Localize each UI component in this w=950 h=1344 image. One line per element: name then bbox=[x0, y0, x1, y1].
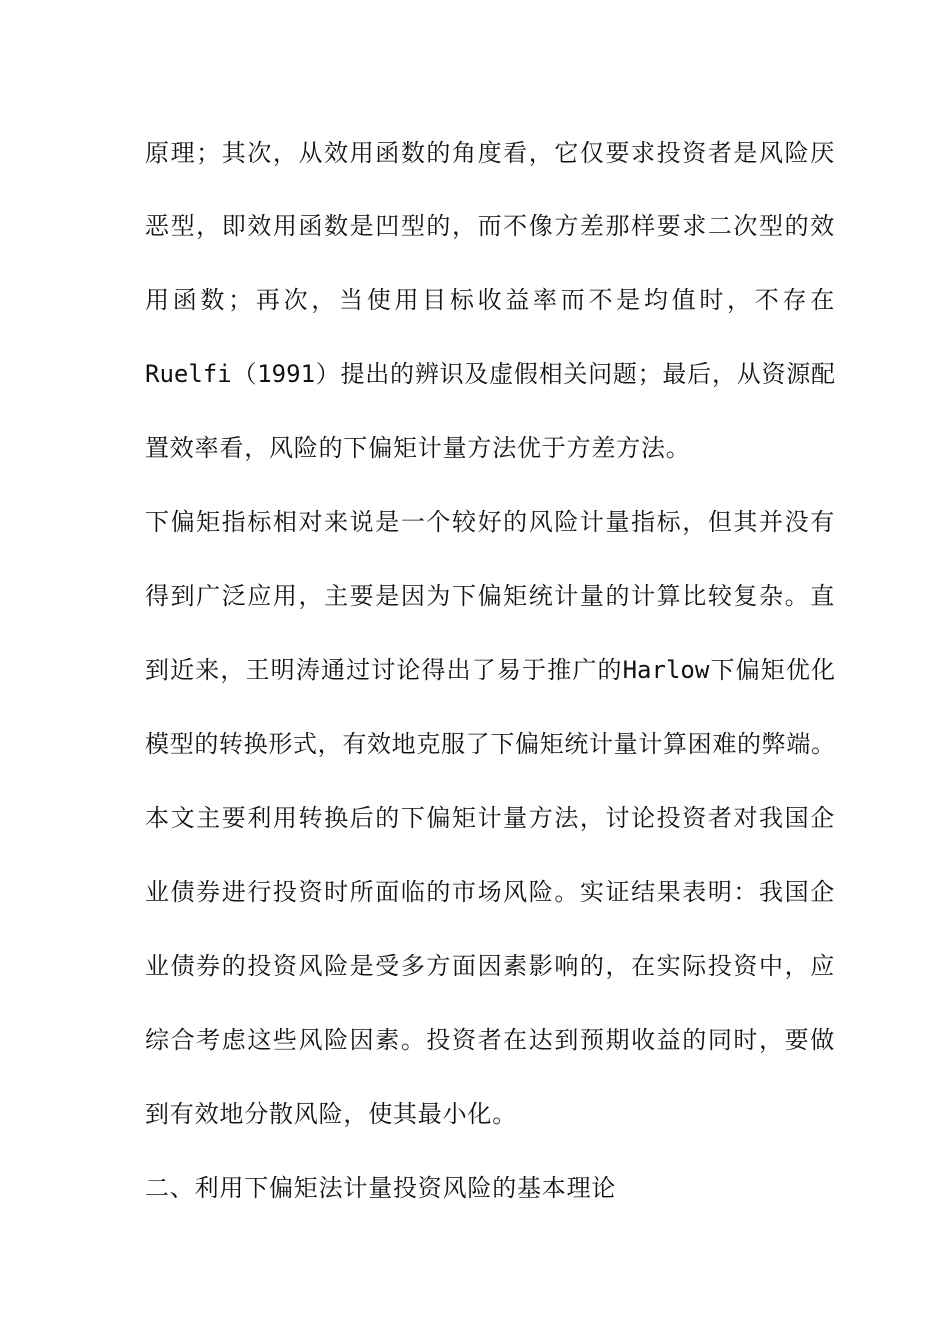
text-line: 业债券进行投资时所面临的市场风险。实证结果表明：我国企 bbox=[145, 878, 835, 906]
text-line: 到近来，王明涛通过讨论得出了易于推广的Harlow下偏矩优化 bbox=[145, 656, 835, 684]
text-line: 原理；其次，从效用函数的角度看，它仅要求投资者是风险厌 bbox=[145, 139, 835, 167]
text-line: 用函数；再次，当使用目标收益率而不是均值时，不存在 bbox=[145, 286, 835, 314]
text-line: 置效率看，风险的下偏矩计量方法优于方差方法。 bbox=[145, 434, 691, 462]
text-line: 到有效地分散风险，使其最小化。 bbox=[145, 1100, 517, 1128]
text-line: 综合考虑这些风险因素。投资者在达到预期收益的同时，要做 bbox=[145, 1026, 835, 1054]
text-line: 得到广泛应用，主要是因为下偏矩统计量的计算比较复杂。直 bbox=[145, 582, 835, 610]
text-line: 模型的转换形式，有效地克服了下偏矩统计量计算困难的弊端。 bbox=[145, 730, 835, 758]
text-line: Ruelfi（1991）提出的辨识及虚假相关问题；最后，从资源配 bbox=[145, 360, 835, 388]
text-line: 恶型，即效用函数是凹型的，而不像方差那样要求二次型的效 bbox=[145, 212, 835, 240]
text-line: 业债券的投资风险是受多方面因素影响的，在实际投资中，应 bbox=[145, 952, 835, 980]
section-heading: 二、利用下偏矩法计量投资风险的基本理论 bbox=[145, 1174, 617, 1202]
text-line: 下偏矩指标相对来说是一个较好的风险计量指标，但其并没有 bbox=[145, 508, 835, 536]
text-line: 本文主要利用转换后的下偏矩计量方法，讨论投资者对我国企 bbox=[145, 804, 835, 832]
